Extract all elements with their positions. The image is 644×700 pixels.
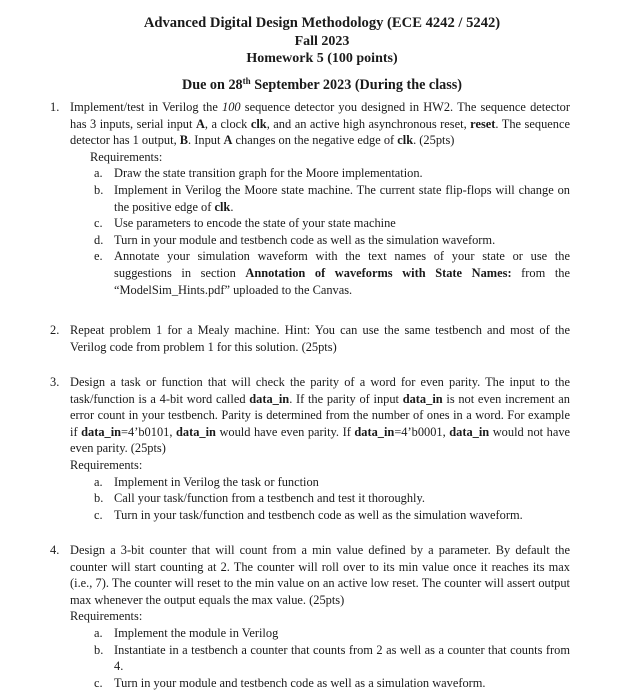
item-tail: . — [230, 199, 234, 214]
item-label: c. — [94, 675, 103, 690]
text-span: changes on the negative edge of — [232, 133, 398, 148]
item-tail: from the “ModelSim_Hints.pdf” uploaded to the Canvas. — [114, 265, 571, 297]
item-label: b. — [94, 182, 104, 197]
item-text: Use parameters to encode the state of your state machine — [114, 216, 396, 231]
item-text: Implement the module in Verilog — [114, 625, 279, 640]
item-label: c. — [94, 507, 103, 522]
problem-1-text — [70, 99, 570, 149]
text-span: sequence detector you designed in HW2. The sequence detector has 3 inputs, serial input — [70, 100, 570, 131]
problem-1 — [50, 99, 571, 298]
signal-name: A — [195, 116, 205, 131]
item-text: Turn in your module and testbench code as well as the simulation waveform. — [114, 232, 496, 247]
problem-4-text: Design a 3-bit counter that will count from a min value defined by a parameter. By default the counter will start counting at 2. The counter will roll over to its min value once it reaches its max (i.e., 7). The counter will reset to the min value on an active low reset. The counter will assert output max whenever the output equals the max value. (25pts) — [70, 543, 570, 607]
list-item — [94, 474, 570, 491]
text-span: . (25pts) — [413, 133, 455, 148]
text-span: =4’b0001, — [394, 424, 450, 439]
due-suffix: September 2023 (During the class) — [250, 77, 463, 93]
item-label: e. — [94, 249, 103, 264]
item-bold: Annotation of waveforms with State Names: — [245, 265, 512, 280]
item-label: a. — [94, 474, 103, 489]
signal-name: clk — [397, 133, 414, 148]
requirements-list — [94, 474, 570, 524]
requirements-label: Requirements: — [70, 609, 143, 624]
signal-name: B — [179, 133, 189, 148]
item-text: Call your task/function from a testbench and test it thoroughly. — [114, 491, 425, 506]
sequence-value: 100 — [222, 100, 241, 114]
item-text: Draw the state transition graph for the Moore implementation. — [114, 166, 423, 181]
signal-name: data_in — [81, 424, 122, 439]
text-span: . If the parity of input — [289, 391, 403, 406]
signal-name: data_in — [402, 391, 443, 406]
due-superscript: th — [242, 76, 251, 86]
requirements-list — [94, 625, 570, 691]
text-span: =4’b0101, — [121, 424, 176, 439]
item-text: Implement in Verilog the Moore state machine. The current state flip-flops will change on the positive edge of — [114, 182, 570, 214]
signal-name: data_in — [175, 424, 216, 439]
problem-number: 3. — [50, 375, 60, 389]
list-item — [94, 507, 570, 524]
signal-name: clk — [250, 116, 267, 131]
item-text: Annotate your simulation waveform with the text names of your state or use the suggestions in section — [114, 249, 570, 280]
problem-number: 1. — [50, 100, 60, 114]
item-text: Instantiate in a testbench a counter that counts from 2 as well as a counter that counts from 4. — [114, 642, 570, 674]
list-item — [94, 215, 570, 232]
item-label: d. — [94, 232, 104, 247]
problem-2 — [50, 322, 570, 355]
due-prefix: Due on 28 — [181, 77, 243, 93]
signal-name: data_in — [249, 391, 290, 406]
item-text: Turn in your module and testbench code as well as a simulation waveform. — [114, 675, 486, 690]
item-label: b. — [94, 642, 104, 657]
text-span: Implement/test in Verilog the — [70, 100, 223, 114]
list-item — [94, 232, 570, 249]
signal-name: A — [223, 133, 233, 148]
item-label: a. — [94, 166, 103, 181]
problem-4 — [50, 542, 570, 691]
item-text: Turn in your task/function and testbench code as well as the simulation waveform. — [114, 507, 523, 522]
due-date — [0, 76, 644, 94]
list-item — [94, 165, 570, 182]
text-span: would not have even parity. (25pts) — [70, 424, 571, 456]
requirements-label: Requirements: — [90, 149, 163, 164]
list-item — [94, 248, 570, 298]
list-item — [94, 490, 570, 507]
requirements-label: Requirements: — [70, 457, 143, 472]
requirements-list — [94, 165, 570, 298]
problem-3-text — [70, 374, 570, 457]
problem-2-text: Repeat problem 1 for a Mealy machine. Hint: You can use the same testbench and most of the Verilog code from problem 1 for this solution. (25pts) — [70, 323, 570, 354]
term-line: Fall 2023 — [294, 34, 350, 49]
item-label: a. — [94, 625, 103, 640]
text-span: Design a task or function that will check the parity of a word for even parity. The input to the task/function is a 4-bit word called — [70, 375, 570, 406]
signal-name: reset — [470, 116, 496, 131]
text-span: . The sequence detector has 1 output, — [70, 116, 570, 148]
problem-number: 4. — [50, 543, 60, 557]
text-span: is not even increment an error count in your testbench. Parity is determined from the number of ones in a word. For example if — [70, 391, 570, 439]
problem-number: 2. — [50, 323, 60, 337]
list-item — [94, 182, 570, 215]
text-span: , and an active high asynchronous reset, — [266, 116, 471, 131]
list-item — [94, 642, 570, 675]
item-label: c. — [94, 216, 103, 231]
text-span: , a clock — [204, 116, 251, 131]
homework-title: Homework 5 (100 points) — [246, 51, 398, 66]
signal-name: data_in — [354, 424, 395, 439]
problem-3 — [50, 374, 571, 523]
list-item — [94, 675, 570, 692]
course-title: Advanced Digital Design Methodology (ECE 4242 / 5242) — [143, 15, 501, 31]
text-span: . Input — [188, 133, 224, 148]
item-label: b. — [94, 491, 104, 506]
list-item — [94, 625, 570, 642]
text-span: would have even parity. If — [215, 424, 355, 439]
item-text: Implement in Verilog the task or function — [114, 474, 319, 489]
signal-name: data_in — [449, 424, 490, 439]
item-bold: clk — [214, 199, 231, 214]
